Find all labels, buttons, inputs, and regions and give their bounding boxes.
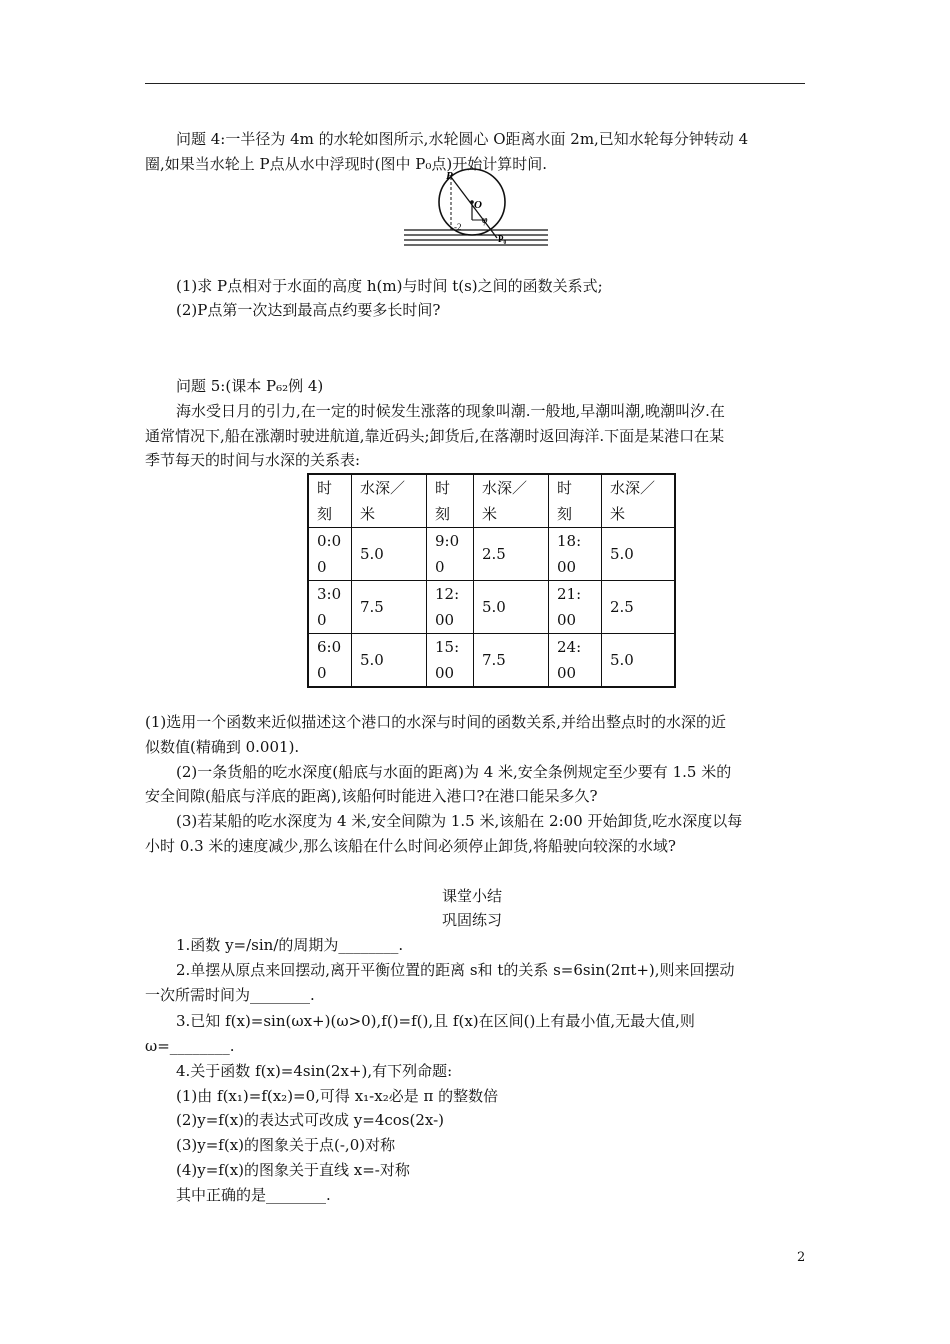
table-cell: 7.5 <box>352 581 427 634</box>
problem5-q3a: (3)若某船的吃水深度为 4 米,安全间隙为 1.5 米,该船在 2:00 开始卸货,吃水深度以每 <box>176 812 743 830</box>
exercise-3a: 3.已知 f(x)=sin(ωx+)(ω>0),f()=f(),且 f(x)在区间()上有最小值,无最大值,则 <box>176 1012 695 1030</box>
problem5-q2a: (2)一条货船的吃水深度(船底与水面的距离)为 4 米,安全条例规定至少要有 1.5 米的 <box>176 763 732 781</box>
summary-title: 课堂小结 <box>442 887 503 905</box>
label-phi: φ <box>482 215 488 226</box>
problem5-q1b: 似数值(精确到 0.001). <box>145 738 300 756</box>
table-cell: 7.5 <box>474 634 549 688</box>
label-p: P <box>446 170 453 182</box>
problem4-line1: 问题 4:一半径为 4m 的水轮如图所示,水轮圆心 O距离水面 2m,已知水轮每分钟转动 4 <box>176 130 749 148</box>
table-cell: 5.0 <box>352 634 427 688</box>
problem4-line2: 圈,如果当水轮上 P点从水中浮现时(图中 P₀点)开始计算时间. <box>145 155 547 173</box>
table-row <box>308 581 675 634</box>
exercise-4: 4.关于函数 f(x)=4sin(2x+),有下列命题: <box>176 1062 453 1080</box>
exercise-3b: ω=________. <box>145 1037 235 1055</box>
exercise-4-answer: 其中正确的是________. <box>176 1186 331 1204</box>
table-cell: 12: 00 <box>427 581 474 634</box>
tide-table <box>307 473 676 688</box>
water-wheel-figure <box>404 168 548 250</box>
table-cell: 6:0 0 <box>308 634 352 688</box>
table-cell: 24: 00 <box>549 634 602 688</box>
problem5-para3: 季节每天的时间与水深的关系表: <box>145 451 361 469</box>
exercise-4-item2: (2)y=f(x)的表达式可改成 y=4cos(2x-) <box>176 1111 445 1129</box>
table-cell: 2.5 <box>474 528 549 581</box>
table-row <box>308 634 675 688</box>
table-header-cell: 水深／ 米 <box>602 474 676 528</box>
table-cell: 5.0 <box>352 528 427 581</box>
table-cell: 3:0 0 <box>308 581 352 634</box>
table-cell: 9:0 0 <box>427 528 474 581</box>
table-header-cell: 水深／ 米 <box>352 474 427 528</box>
label-minus2: -2 <box>454 222 462 232</box>
table-header-cell: 时 刻 <box>549 474 602 528</box>
label-o: O <box>474 199 482 211</box>
table-row <box>308 528 675 581</box>
table-header-cell: 水深／ 米 <box>474 474 549 528</box>
table-cell: 2.5 <box>602 581 676 634</box>
page-number: 2 <box>797 1250 806 1265</box>
table-cell: 5.0 <box>474 581 549 634</box>
problem4-q1: (1)求 P点相对于水面的高度 h(m)与时间 t(s)之间的函数关系式; <box>176 277 603 295</box>
problem5-para2: 通常情况下,船在涨潮时驶进航道,靠近码头;卸货后,在落潮时返回海洋.下面是某港口在某 <box>145 427 725 445</box>
exercise-4-item4: (4)y=f(x)的图象关于直线 x=-对称 <box>176 1161 410 1179</box>
label-p0: P₀ <box>498 234 507 244</box>
table-cell: 0:0 0 <box>308 528 352 581</box>
table-cell: 21: 00 <box>549 581 602 634</box>
exercises-title: 巩固练习 <box>442 911 503 929</box>
exercise-4-item3: (3)y=f(x)的图象关于点(-,0)对称 <box>176 1136 396 1154</box>
header-rule <box>145 83 805 84</box>
table-header-cell: 时 刻 <box>308 474 352 528</box>
problem5-q1a: (1)选用一个函数来近似描述这个港口的水深与时间的函数关系,并给出整点时的水深的近 <box>145 713 727 731</box>
table-header-cell: 时 刻 <box>427 474 474 528</box>
exercise-2b: 一次所需时间为________. <box>145 986 315 1004</box>
table-cell: 5.0 <box>602 634 676 688</box>
problem5-q2b: 安全间隙(船底与洋底的距离),该船何时能进入港口?在港口能呆多久? <box>145 787 598 805</box>
exercise-1: 1.函数 y=/sin/的周期为________. <box>176 936 404 954</box>
problem4-q2: (2)P点第一次达到最高点约要多长时间? <box>176 301 441 319</box>
problem5-q3b: 小时 0.3 米的速度减少,那么该船在什么时间必须停止卸货,将船驶向较深的水域? <box>145 837 676 855</box>
problem5-para1: 海水受日月的引力,在一定的时候发生涨落的现象叫潮.一般地,早潮叫潮,晚潮叫汐.在 <box>176 402 725 420</box>
table-cell: 5.0 <box>602 528 676 581</box>
problem5-title: 问题 5:(课本 P₆₂例 4) <box>176 377 324 395</box>
table-cell: 18: 00 <box>549 528 602 581</box>
exercise-2a: 2.单摆从原点来回摆动,离开平衡位置的距离 s和 t的关系 s=6sin(2πt+),则来回摆动 <box>176 961 735 979</box>
exercise-4-item1: (1)由 f(x₁)=f(x₂)=0,可得 x₁-x₂必是 π 的整数倍 <box>176 1087 499 1105</box>
table-header-row <box>308 474 675 528</box>
table-cell: 15: 00 <box>427 634 474 688</box>
